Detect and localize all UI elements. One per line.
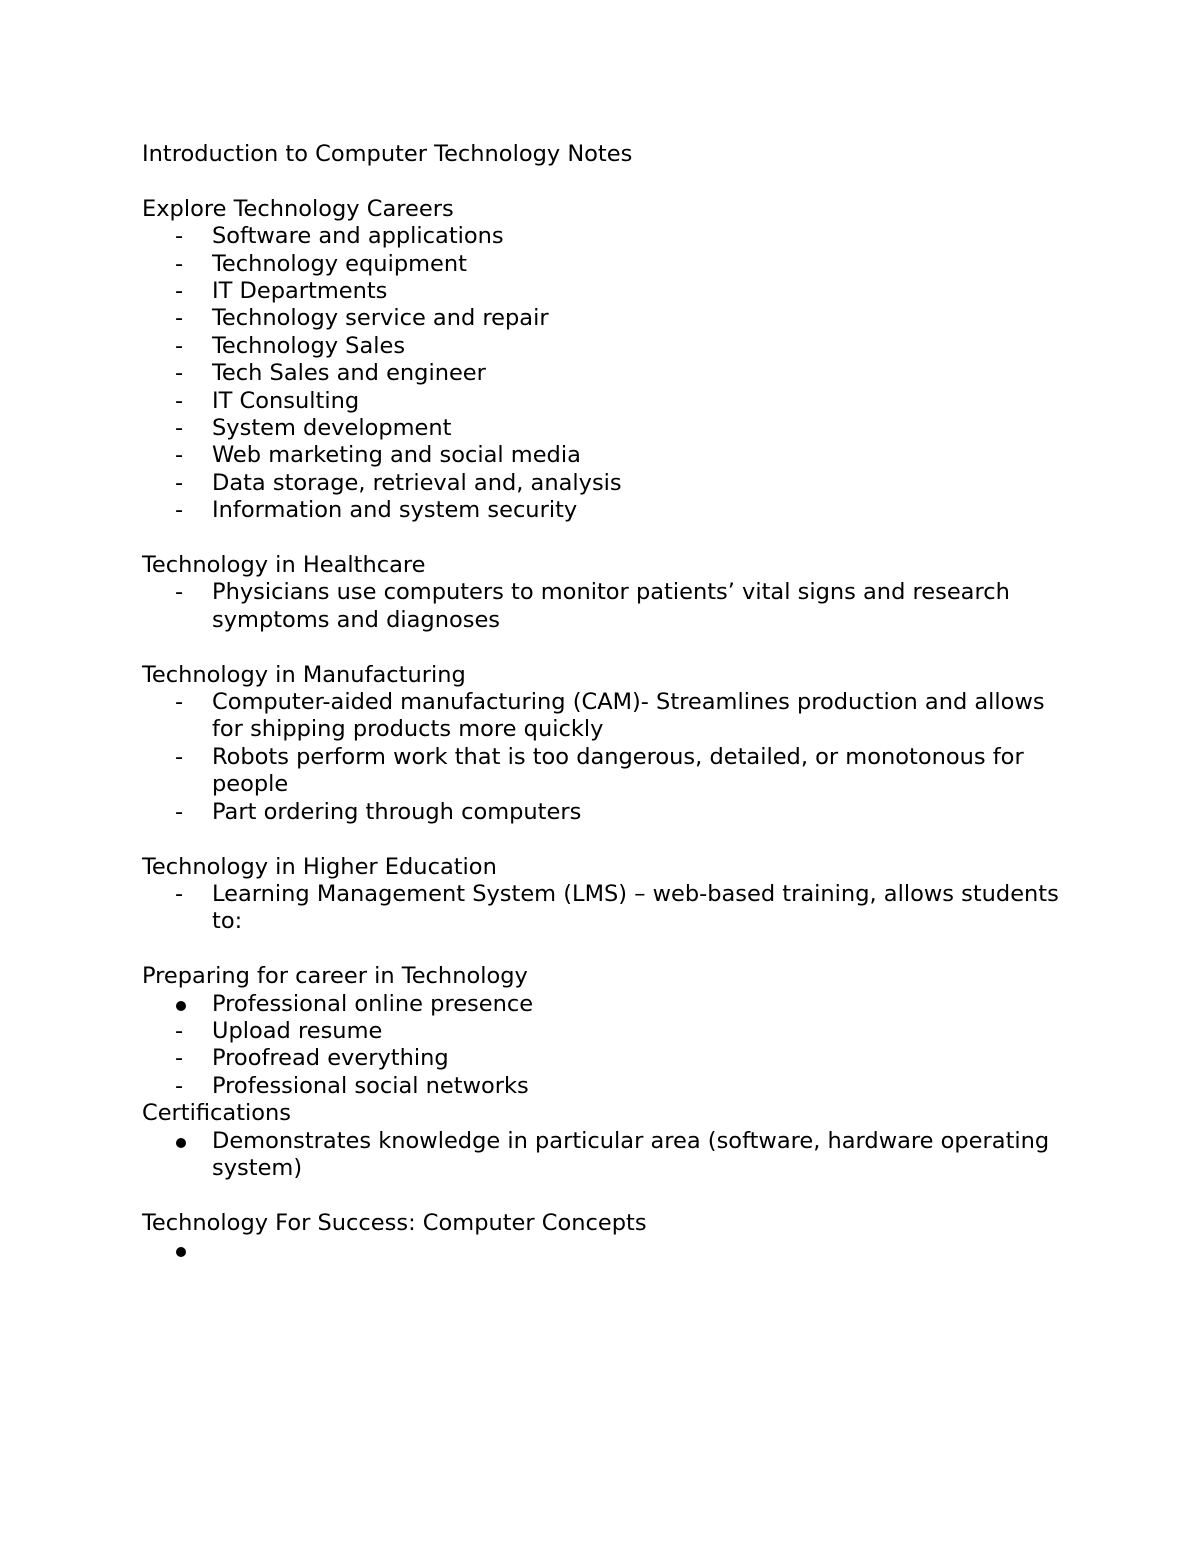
- spacer: [142, 525, 1062, 552]
- list-item-text: Technology service and repair: [212, 305, 549, 332]
- section-heading: Technology in Healthcare: [142, 552, 426, 579]
- dash-marker: -: [175, 387, 184, 414]
- list-item: [142, 1237, 1062, 1264]
- spacer: [142, 1182, 1062, 1209]
- list-item-text: Web marketing and social media: [212, 442, 581, 469]
- list-item: [142, 744, 1062, 799]
- list-item: [142, 251, 1062, 278]
- dash-marker: -: [175, 305, 184, 332]
- document-title: Introduction to Computer Technology Notes: [142, 141, 633, 167]
- list-item-text: Robots perform work that is too dangerous, detailed, or monotonous for people: [212, 743, 1024, 798]
- spacer: [142, 634, 1062, 661]
- spacer: [142, 826, 1062, 853]
- list-item-text: Computer-aided manufacturing (CAM)- Streamlines production and allows for shipping products more quickly: [212, 689, 1045, 743]
- list-item-text: Proofread everything: [212, 1045, 449, 1072]
- bullet-dot-icon: [176, 1138, 186, 1148]
- list-item: [142, 360, 1062, 387]
- list-item: [142, 881, 1062, 936]
- list-item-text: Technology Sales: [212, 332, 406, 359]
- list-item: [142, 991, 1062, 1018]
- spacer: [142, 936, 1062, 963]
- list-item-text: Physicians use computers to monitor patients’ vital signs and research symptoms and diagnoses: [212, 579, 1010, 633]
- list-item: [142, 333, 1062, 360]
- list-item: [142, 470, 1062, 497]
- list-item-text: IT Departments: [212, 278, 388, 305]
- bullet-dot-icon: [176, 1247, 186, 1257]
- list-item-text: Information and system security: [212, 497, 578, 524]
- section-heading: Certifications: [142, 1100, 292, 1127]
- dash-marker: -: [175, 469, 184, 496]
- list-item-text: Tech Sales and engineer: [212, 360, 486, 387]
- dash-marker: -: [175, 442, 184, 469]
- spacer: [142, 168, 1062, 195]
- list-item-text: Software and applications: [212, 223, 504, 250]
- list-item: [142, 497, 1062, 524]
- dash-marker: -: [175, 743, 184, 770]
- list-item: [142, 1045, 1062, 1072]
- list-item: [142, 1128, 1062, 1183]
- list-item-text: Upload resume: [212, 1017, 383, 1044]
- list-item-text: System development: [212, 415, 452, 442]
- list-item-text: Professional online presence: [212, 990, 534, 1017]
- list-item: [142, 799, 1062, 826]
- dash-marker: -: [175, 579, 184, 606]
- section-heading: Explore Technology Careers: [142, 195, 454, 222]
- dash-marker: -: [175, 223, 184, 250]
- dash-marker: -: [175, 1017, 184, 1044]
- list-item: [142, 579, 1062, 634]
- list-item-text: Part ordering through computers: [212, 798, 582, 825]
- section-heading: Technology in Higher Education: [142, 853, 497, 880]
- list-item: [142, 223, 1062, 250]
- bullet-dot-icon: [176, 1001, 186, 1011]
- dash-marker: -: [175, 332, 184, 359]
- section-heading: Technology in Manufacturing: [142, 661, 466, 688]
- list-item-text: Professional social networks: [212, 1072, 529, 1099]
- dash-marker: -: [175, 1072, 184, 1099]
- section-heading: Technology For Success: Computer Concepts: [142, 1209, 647, 1236]
- list-item: [142, 689, 1062, 744]
- dash-marker: -: [175, 880, 184, 907]
- list-item: [142, 415, 1062, 442]
- section-heading: Preparing for career in Technology: [142, 963, 528, 990]
- list-item-text: Data storage, retrieval and, analysis: [212, 469, 622, 496]
- list-item: [142, 305, 1062, 332]
- dash-marker: -: [175, 497, 184, 524]
- dash-marker: -: [175, 360, 184, 387]
- list-item-text: IT Consulting: [212, 387, 360, 414]
- dash-marker: -: [175, 250, 184, 277]
- dash-marker: -: [175, 798, 184, 825]
- list-item: [142, 388, 1062, 415]
- list-item-text: Demonstrates knowledge in particular area (software, hardware operating system): [212, 1127, 1050, 1181]
- dash-marker: -: [175, 689, 184, 716]
- list-item: [142, 442, 1062, 469]
- list-item: [142, 278, 1062, 305]
- list-item-text: Technology equipment: [212, 250, 467, 277]
- list-item: [142, 1073, 1062, 1100]
- dash-marker: -: [175, 1045, 184, 1072]
- dash-marker: -: [175, 278, 184, 305]
- list-item-text: Learning Management System (LMS) – web-based training, allows students to:: [212, 880, 1059, 935]
- list-item: [142, 1018, 1062, 1045]
- document-page: [142, 141, 1062, 1265]
- dash-marker: -: [175, 415, 184, 442]
